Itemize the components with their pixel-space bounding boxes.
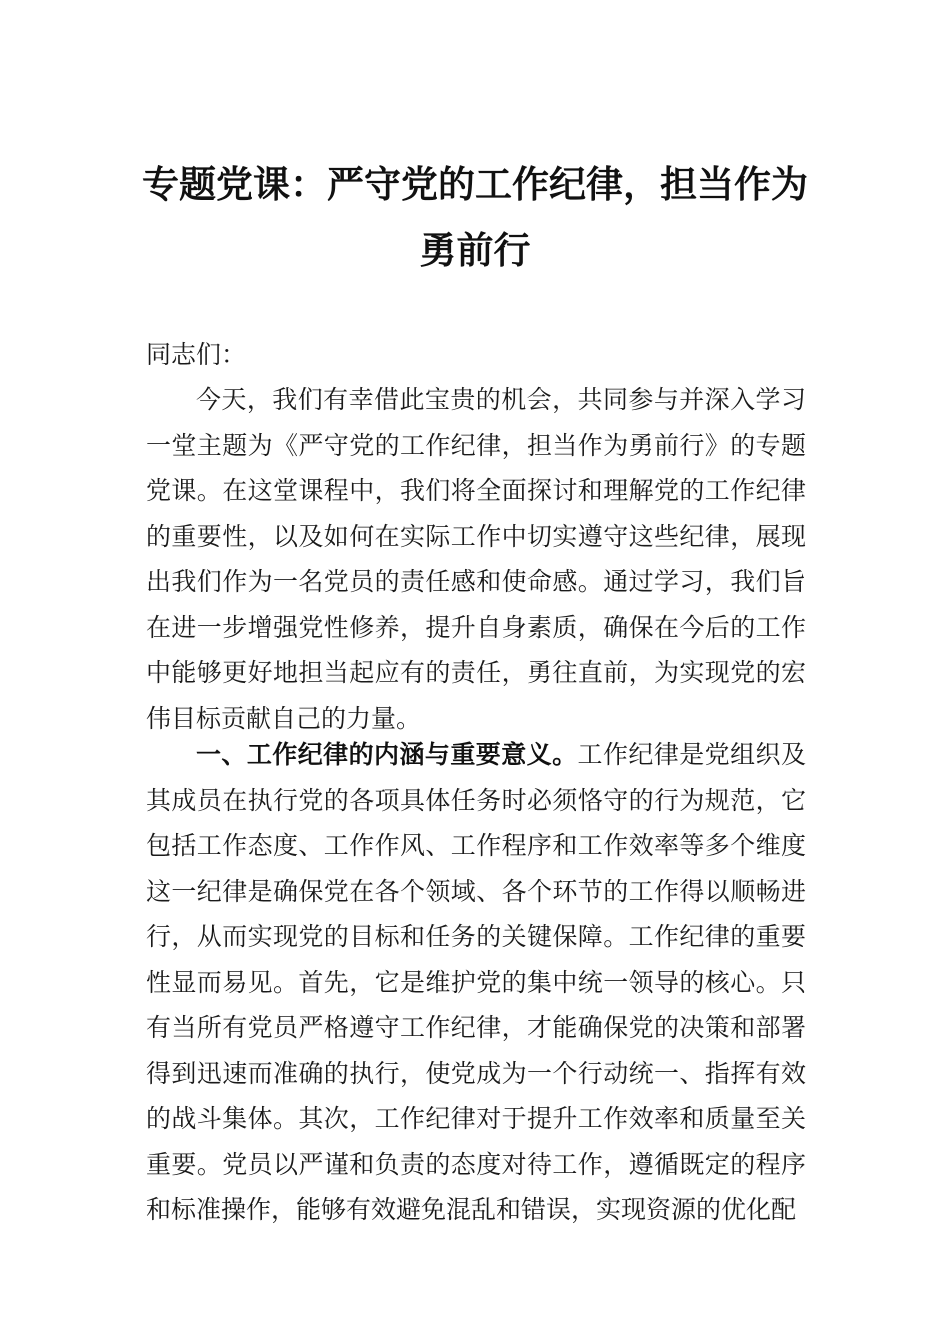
section-1-body: 工作纪律是党组织及其成员在执行党的各项具体任务时必须恪守的行为规范，它包括工作态度、工作作风、工作程序和工作效率等多个维度这一纪律是确保党在各个领域、各个环节的工作得以顺畅进行，从而实现党的目标和任务的关键保障。工作纪律的重要性显而易见。首先，它是维护党的集中统一领导的核心。只有当所有党员严格遵守工作纪律，才能确保党的决策和部署得到迅速而准确的执行，使党成为一个行动统一、指挥有效的战斗集体。其次，工作纪律对于提升工作效率和质量至关重要。党员以严谨和负责的态度对待工作，遵循既定的程序和标准操作，能够有效避免混乱和错误，实现资源的优化配: [146, 740, 806, 1224]
section-1-heading: 一、工作纪律的内涵与重要意义。: [196, 740, 578, 769]
document-title-line-2: 勇前行: [419, 228, 531, 272]
section-1-paragraph: [146, 732, 806, 1233]
document-title-line-1: 专题党课：严守党的工作纪律，担当作为: [142, 162, 808, 206]
salutation: 同志们：: [146, 340, 247, 369]
intro-paragraph: 今天，我们有幸借此宝贵的机会，共同参与并深入学习一堂主题为《严守党的工作纪律，担当作为勇前行》的专题党课。在这堂课程中，我们将全面探讨和理解党的工作纪律的重要性，以及如何在实际工作中切实遵守这些纪律，展现出我们作为一名党员的责任感和使命感。通过学习，我们旨在进一步增强党性修养，提升自身素质，确保在今后的工作中能够更好地担当起应有的责任，勇往直前，为实现党的宏伟目标贡献自己的力量。: [146, 385, 806, 733]
